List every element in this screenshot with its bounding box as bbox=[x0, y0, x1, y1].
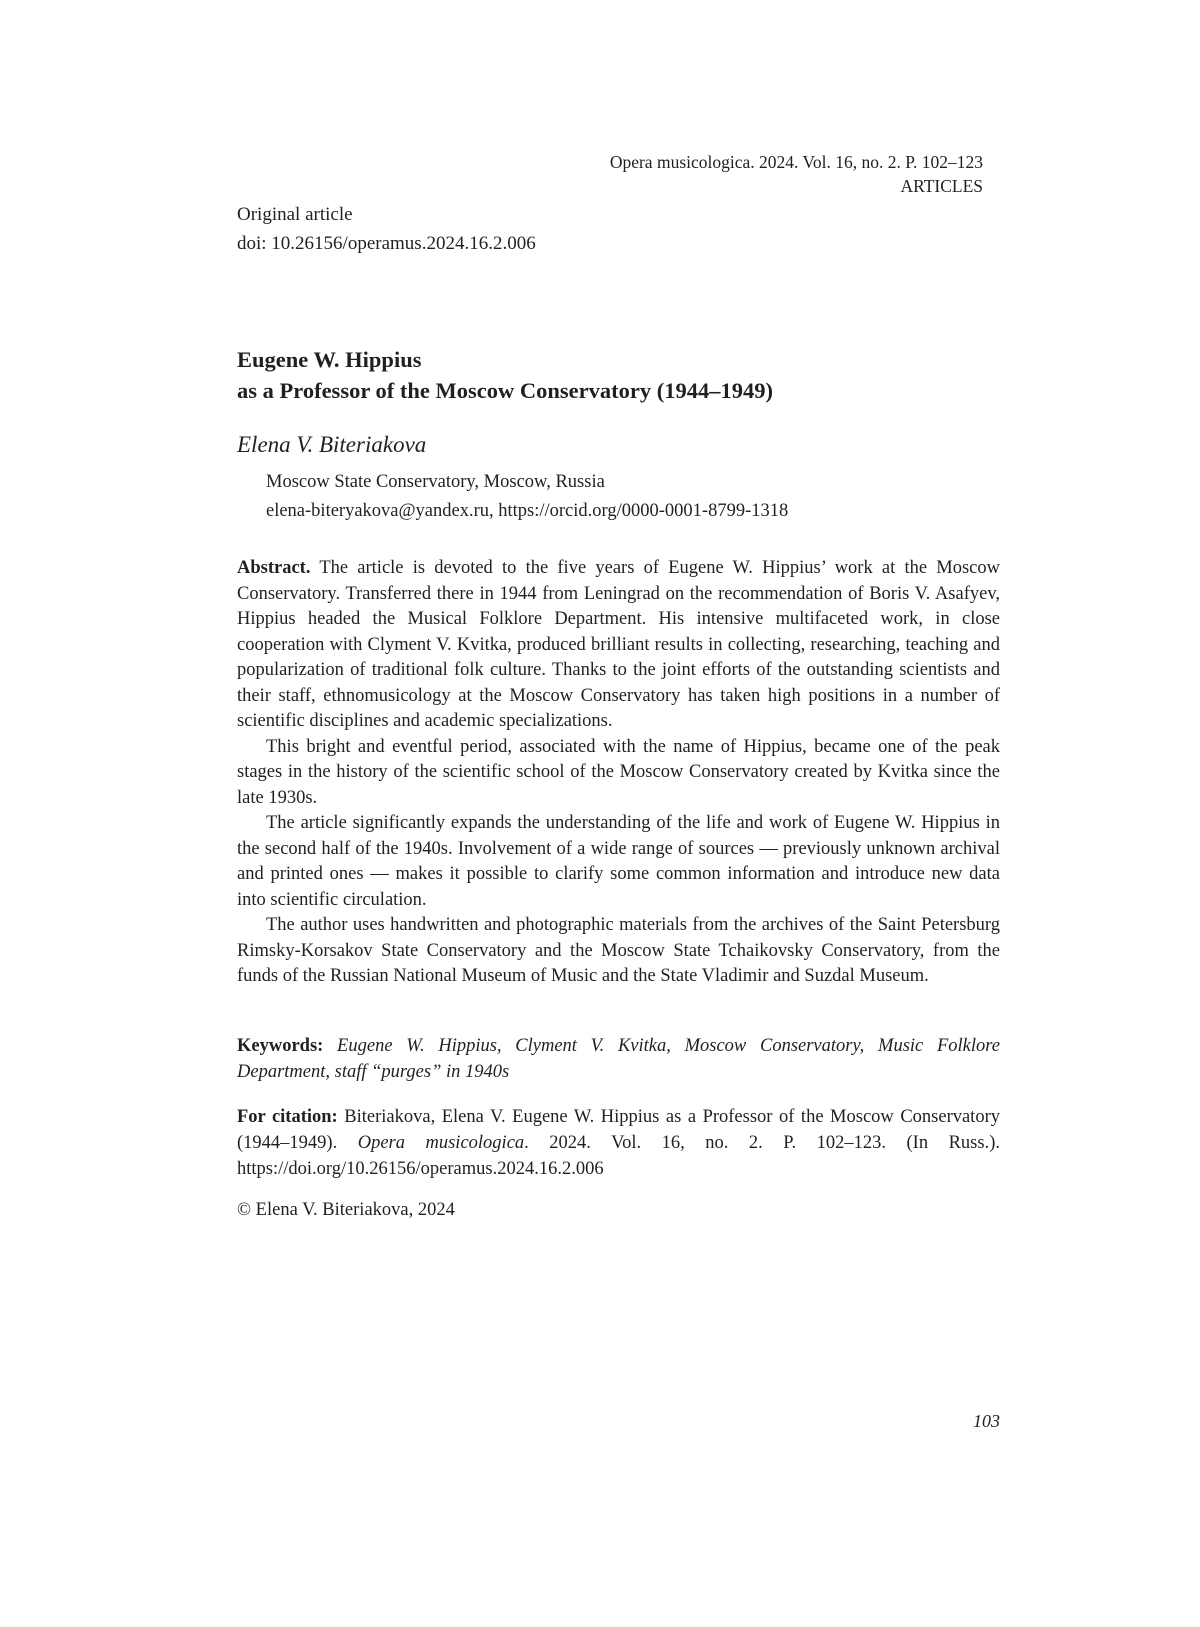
page-number: 103 bbox=[973, 1411, 1000, 1431]
citation-label: For citation: bbox=[237, 1107, 338, 1127]
keywords-label: Keywords: bbox=[237, 1036, 324, 1056]
article-title bbox=[237, 344, 773, 406]
author-affiliation-block bbox=[266, 468, 788, 526]
abstract-label: Abstract. bbox=[237, 558, 311, 578]
title-line-1: Eugene W. Hippius bbox=[237, 347, 422, 372]
citation bbox=[237, 1104, 1000, 1182]
citation-text-before: Biteriakova, Elena V. Eugene W. Hippius as a Professor of the Moscow Conservatory (1944–1949). bbox=[237, 1107, 1000, 1153]
abstract-paragraph-4: The author uses handwritten and photographic materials from the archives of the Saint Petersburg Rimsky-Korsakov State Conservatory and the Moscow State Tchaikovsky Conservatory, from the funds of the Russian National Museum of Music and the State Vladimir and Suzdal Museum. bbox=[237, 915, 1000, 986]
abstract bbox=[237, 556, 1000, 990]
citation-text-after: . 2024. Vol. 16, no. 2. P. 102–123. (In Russ.). https://doi.org/10.26156/operamus.2024.16.2.006 bbox=[237, 1133, 1000, 1179]
running-header bbox=[610, 150, 983, 198]
author-contact: elena-biteryakova@yandex.ru, https://orcid.org/0000-0001-8799-1318 bbox=[266, 501, 789, 521]
keywords-text: Eugene W. Hippius, Clyment V. Kvitka, Moscow Conservatory, Music Folklore Department, staff “purges” in 1940s bbox=[237, 1036, 1000, 1082]
author-name: Elena V. Biteriakova bbox=[237, 432, 427, 457]
section-label: ARTICLES bbox=[900, 176, 983, 196]
author-affiliation: Moscow State Conservatory, Moscow, Russia bbox=[266, 472, 605, 492]
keywords bbox=[237, 1033, 1000, 1085]
article-type: Original article bbox=[237, 204, 353, 225]
title-line-2: as a Professor of the Moscow Conservatory (1944–1949) bbox=[237, 378, 773, 403]
citation-journal: Opera musicologica bbox=[357, 1133, 525, 1153]
abstract-paragraph-2: This bright and eventful period, associated with the name of Hippius, became one of the peak stages in the history of the scientific school of the Moscow Conservatory created by Kvitka since the late 1930s. bbox=[237, 736, 1000, 808]
article-doi: doi: 10.26156/operamus.2024.16.2.006 bbox=[237, 233, 536, 254]
abstract-text-1: The article is devoted to the five years of Eugene W. Hippius’ work at the Moscow Conservatory. Transferred there in 1944 from Leningrad on the recommendation of Boris V. Asafyev, Hippius headed the Musical Folklore Department. His intensive multifaceted work, in close cooperation with Clyment V. Kvitka, produced brilliant results in collecting, researching, teaching and popularization of traditional folk culture. Thanks to the joint efforts of the outstanding scientists and their staff, ethnomusicology at the Moscow Conservatory has taken high positions in a number of scientific disciplines and academic specializations. bbox=[237, 558, 1000, 731]
journal-citation: Opera musicologica. 2024. Vol. 16, no. 2. P. 102–123 bbox=[609, 152, 983, 172]
abstract-paragraph-1 bbox=[237, 556, 1000, 735]
abstract-paragraph-3: The article significantly expands the understanding of the life and work of Eugene W. Hippius in the second half of the 1940s. Involvement of a wide range of sources — previously unknown archival and printed ones — makes it possible to clarify some common information and introduce new data into scientific circulation. bbox=[237, 813, 1000, 910]
copyright: © Elena V. Biteriakova, 2024 bbox=[237, 1200, 455, 1220]
article-meta bbox=[237, 200, 536, 258]
